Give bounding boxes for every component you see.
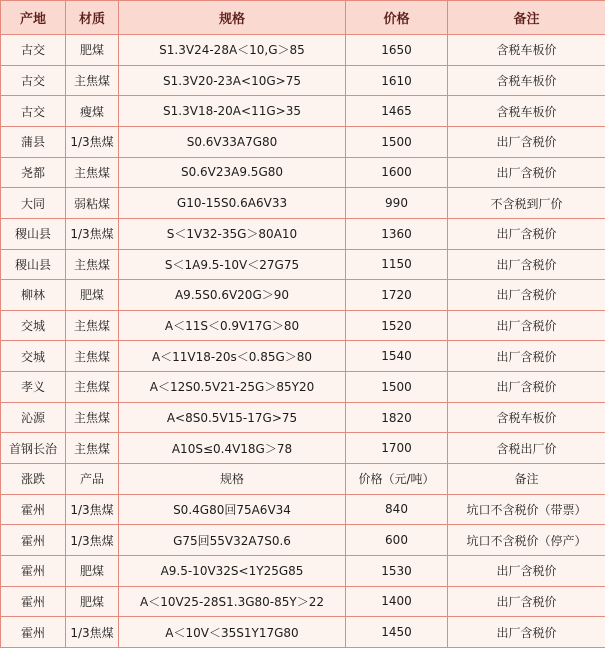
table-cell: 价格（元/吨）	[346, 464, 448, 495]
table-cell: 主焦煤	[66, 249, 119, 280]
table-cell: 1/3焦煤	[66, 494, 119, 525]
subheader-row	[1, 464, 605, 495]
table-cell: 1/3焦煤	[66, 218, 119, 249]
table-cell: 出厂含税价	[448, 372, 605, 403]
table-cell: 含税车板价	[448, 35, 605, 66]
table-row	[1, 555, 605, 586]
table-cell: A<8S0.5V15-17G>75	[119, 402, 346, 433]
table-cell: 产地	[1, 1, 66, 35]
table-row	[1, 126, 605, 157]
table-cell: 涨跌	[1, 464, 66, 495]
table-cell: 肥煤	[66, 586, 119, 617]
table-cell: 主焦煤	[66, 433, 119, 464]
table-cell: 主焦煤	[66, 157, 119, 188]
table-cell: 含税车板价	[448, 402, 605, 433]
table-cell: 出厂含税价	[448, 157, 605, 188]
table-cell: A＜12S0.5V21-25G＞85Y20	[119, 372, 346, 403]
price-table-body	[1, 1, 605, 648]
table-cell: G75回55V32A7S0.6	[119, 525, 346, 556]
table-cell: 1720	[346, 280, 448, 311]
table-cell: 1500	[346, 126, 448, 157]
table-cell: 备注	[448, 464, 605, 495]
table-cell: S＜1V32-35G＞80A10	[119, 218, 346, 249]
table-cell: S1.3V20-23A<10G>75	[119, 65, 346, 96]
table-cell: 规格	[119, 464, 346, 495]
table-cell: 出厂含税价	[448, 341, 605, 372]
table-cell: 主焦煤	[66, 402, 119, 433]
table-cell: 主焦煤	[66, 310, 119, 341]
table-cell: 孝义	[1, 372, 66, 403]
table-cell: 坑口不含税价（停产）	[448, 525, 605, 556]
table-cell: 霍州	[1, 525, 66, 556]
table-cell: G10-15S0.6A6V33	[119, 188, 346, 219]
table-row	[1, 157, 605, 188]
table-cell: 出厂含税价	[448, 126, 605, 157]
table-cell: 霍州	[1, 617, 66, 648]
table-cell: 尧都	[1, 157, 66, 188]
table-cell: S1.3V24-28A＜10,G＞85	[119, 35, 346, 66]
table-cell: A＜11S＜0.9V17G＞80	[119, 310, 346, 341]
table-cell: 霍州	[1, 494, 66, 525]
table-cell: 1500	[346, 372, 448, 403]
table-cell: 柳林	[1, 280, 66, 311]
table-row	[1, 341, 605, 372]
table-row	[1, 96, 605, 127]
table-cell: 1610	[346, 65, 448, 96]
table-cell: A＜11V18-20s＜0.85G＞80	[119, 341, 346, 372]
table-cell: 1450	[346, 617, 448, 648]
table-cell: A＜10V＜35S1Y17G80	[119, 617, 346, 648]
table-cell: 1540	[346, 341, 448, 372]
table-cell: 出厂含税价	[448, 249, 605, 280]
table-cell: S1.3V18-20A<11G>35	[119, 96, 346, 127]
table-cell: 1465	[346, 96, 448, 127]
table-row	[1, 280, 605, 311]
table-cell: 1/3焦煤	[66, 126, 119, 157]
table-cell: 出厂含税价	[448, 586, 605, 617]
table-cell: 1820	[346, 402, 448, 433]
table-cell: 规格	[119, 1, 346, 35]
table-row	[1, 35, 605, 66]
table-row	[1, 617, 605, 648]
table-cell: 出厂含税价	[448, 555, 605, 586]
table-cell: 价格	[346, 1, 448, 35]
table-cell: 肥煤	[66, 35, 119, 66]
table-cell: 交城	[1, 341, 66, 372]
table-cell: 含税车板价	[448, 65, 605, 96]
table-row	[1, 65, 605, 96]
table-cell: 备注	[448, 1, 605, 35]
header-row	[1, 1, 605, 35]
table-cell: A＜10V25-28S1.3G80-85Y＞22	[119, 586, 346, 617]
table-cell: 主焦煤	[66, 65, 119, 96]
table-cell: A10S≤0.4V18G＞78	[119, 433, 346, 464]
table-cell: 含税车板价	[448, 96, 605, 127]
table-cell: 出厂含税价	[448, 310, 605, 341]
table-cell: 1/3焦煤	[66, 617, 119, 648]
table-cell: 含税出厂价	[448, 433, 605, 464]
table-cell: 主焦煤	[66, 341, 119, 372]
table-cell: S＜1A9.5-10V＜27G75	[119, 249, 346, 280]
table-cell: 交城	[1, 310, 66, 341]
table-cell: 出厂含税价	[448, 218, 605, 249]
table-cell: 1520	[346, 310, 448, 341]
table-cell: 1360	[346, 218, 448, 249]
table-cell: 1/3焦煤	[66, 525, 119, 556]
table-cell: 首钢长治	[1, 433, 66, 464]
table-row	[1, 372, 605, 403]
table-cell: 1650	[346, 35, 448, 66]
table-cell: A9.5S0.6V20G＞90	[119, 280, 346, 311]
table-cell: 稷山县	[1, 249, 66, 280]
table-row	[1, 525, 605, 556]
table-cell: 稷山县	[1, 218, 66, 249]
table-cell: S0.6V33A7G80	[119, 126, 346, 157]
table-cell: 霍州	[1, 555, 66, 586]
table-row	[1, 249, 605, 280]
table-cell: 霍州	[1, 586, 66, 617]
table-cell: 出厂含税价	[448, 280, 605, 311]
table-cell: 肥煤	[66, 555, 119, 586]
table-row	[1, 402, 605, 433]
table-cell: 蒲县	[1, 126, 66, 157]
table-cell: 1530	[346, 555, 448, 586]
table-cell: 1150	[346, 249, 448, 280]
table-cell: 古交	[1, 65, 66, 96]
table-cell: 弱粘煤	[66, 188, 119, 219]
table-cell: 古交	[1, 35, 66, 66]
table-row	[1, 310, 605, 341]
table-cell: 大同	[1, 188, 66, 219]
table-cell: 肥煤	[66, 280, 119, 311]
table-row	[1, 433, 605, 464]
table-cell: 1700	[346, 433, 448, 464]
table-cell: A9.5-10V32S<1Y25G85	[119, 555, 346, 586]
table-cell: 1600	[346, 157, 448, 188]
table-row	[1, 218, 605, 249]
table-cell: 990	[346, 188, 448, 219]
table-row	[1, 494, 605, 525]
table-cell: 产品	[66, 464, 119, 495]
table-cell: 坑口不含税价（带票）	[448, 494, 605, 525]
table-cell: S0.4G80回75A6V34	[119, 494, 346, 525]
table-cell: 主焦煤	[66, 372, 119, 403]
table-cell: 不含税到厂价	[448, 188, 605, 219]
table-cell: 瘦煤	[66, 96, 119, 127]
table-row	[1, 586, 605, 617]
table-row	[1, 188, 605, 219]
table-cell: 600	[346, 525, 448, 556]
table-cell: 古交	[1, 96, 66, 127]
table-cell: 出厂含税价	[448, 617, 605, 648]
table-cell: 沁源	[1, 402, 66, 433]
table-cell: 材质	[66, 1, 119, 35]
table-cell: 840	[346, 494, 448, 525]
table-cell: 1400	[346, 586, 448, 617]
table-cell: S0.6V23A9.5G80	[119, 157, 346, 188]
